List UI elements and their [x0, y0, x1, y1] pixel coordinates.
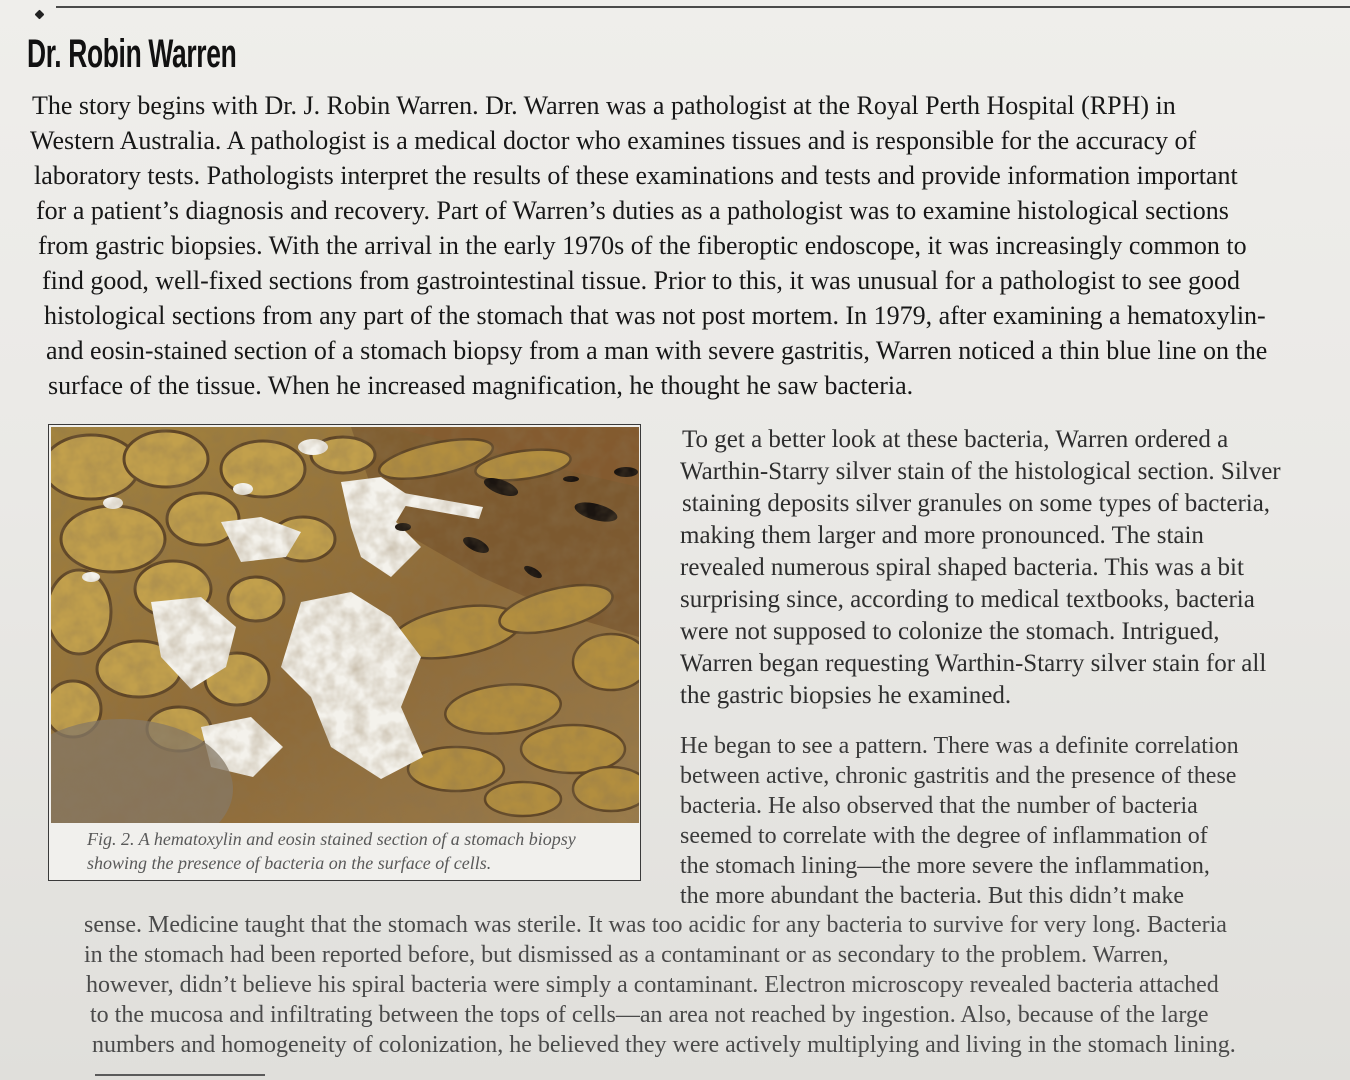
continuation-line: numbers and homogeneity of colonization, he believed they were actively multiplying and living in the stomach lining.: [92, 1032, 1236, 1058]
continuation-line: sense. Medicine taught that the stomach was sterile. It was too acidic for any bacteria to survive for very long. Bacteria: [84, 912, 1227, 938]
column-line: making them larger and more pronounced. The stain: [680, 522, 1204, 549]
stomach-biopsy-micrograph: [51, 427, 639, 823]
top-rule: [56, 6, 1350, 8]
intro-line: Western Australia. A pathologist is a medical doctor who examines tissues and is responsible for the accuracy of: [30, 126, 1197, 155]
continuation-paragraph-column: [680, 731, 1330, 911]
column-paragraph: [680, 424, 1330, 712]
column-line: staining deposits silver granules on some types of bacteria,: [682, 490, 1271, 517]
column-line: Warren began requesting Warthin-Starry silver stain for all: [680, 650, 1267, 677]
intro-line: from gastric biopsies. With the arrival in the early 1970s of the fiberoptic endoscope, it was increasingly common to: [38, 231, 1247, 260]
column-line: surprising since, according to medical textbooks, bacteria: [680, 586, 1255, 613]
continuation-line: bacteria. He also observed that the number of bacteria: [680, 793, 1198, 819]
continuation-line: seemed to correlate with the degree of inflammation of: [680, 823, 1208, 849]
intro-line: and eosin-stained section of a stomach biopsy from a man with severe gastritis, Warren noticed a thin blue line on the: [46, 336, 1268, 365]
caption-line: Fig. 2. A hematoxylin and eosin stained section of a stomach biopsy: [87, 829, 576, 849]
continuation-line: He began to see a pattern. There was a definite correlation: [680, 733, 1239, 759]
intro-paragraph: [0, 88, 1350, 403]
continuation-line: the stomach lining—the more severe the inflammation,: [680, 853, 1210, 879]
caption-line: showing the presence of bacteria on the surface of cells.: [87, 853, 492, 873]
column-line: were not supposed to colonize the stomach. Intrigued,: [680, 618, 1220, 645]
figure-box: [48, 424, 641, 881]
bottom-rule: [95, 1074, 265, 1076]
continuation-paragraph-full-width: [0, 910, 1350, 1060]
column-line: revealed numerous spiral shaped bacteria. This was a bit: [680, 554, 1244, 581]
column-line: Warthin-Starry silver stain of the histological section. Silver: [680, 458, 1281, 485]
intro-line: The story begins with Dr. J. Robin Warren. Dr. Warren was a pathologist at the Royal Perth Hospital (RPH) in: [32, 91, 1176, 120]
continuation-line: between active, chronic gastritis and the presence of these: [680, 763, 1237, 789]
continuation-line: in the stomach had been reported before, but dismissed as a contaminant or as secondary to the problem. Warren,: [84, 942, 1169, 968]
intro-line: surface of the tissue. When he increased magnification, he thought he saw bacteria.: [48, 371, 914, 400]
column-line: To get a better look at these bacteria, Warren ordered a: [682, 426, 1229, 453]
intro-line: laboratory tests. Pathologists interpret the results of these examinations and tests and provide information important: [34, 161, 1238, 190]
continuation-line: however, didn’t believe his spiral bacteria were simply a contaminant. Electron microscopy revealed bacteria attached: [86, 972, 1219, 998]
intro-line: histological sections from any part of the stomach that was not post mortem. In 1979, after examining a hematoxylin-: [44, 301, 1266, 330]
continuation-line: the more abundant the bacteria. But this didn’t make: [680, 883, 1185, 909]
bullet-mark-icon: [35, 10, 45, 20]
page-title: Dr. Robin Warren: [27, 32, 237, 76]
continuation-line: to the mucosa and infiltrating between the tops of cells—an area not reached by ingestion. Also, because of the large: [90, 1002, 1209, 1028]
intro-line: find good, well-fixed sections from gastrointestinal tissue. Prior to this, it was unusual for a pathologist to see good: [42, 266, 1240, 295]
intro-line: for a patient’s diagnosis and recovery. Part of Warren’s duties as a pathologist was to examine histological sections: [36, 196, 1229, 225]
figure-caption: [87, 827, 576, 875]
column-line: the gastric biopsies he examined.: [680, 682, 1012, 709]
